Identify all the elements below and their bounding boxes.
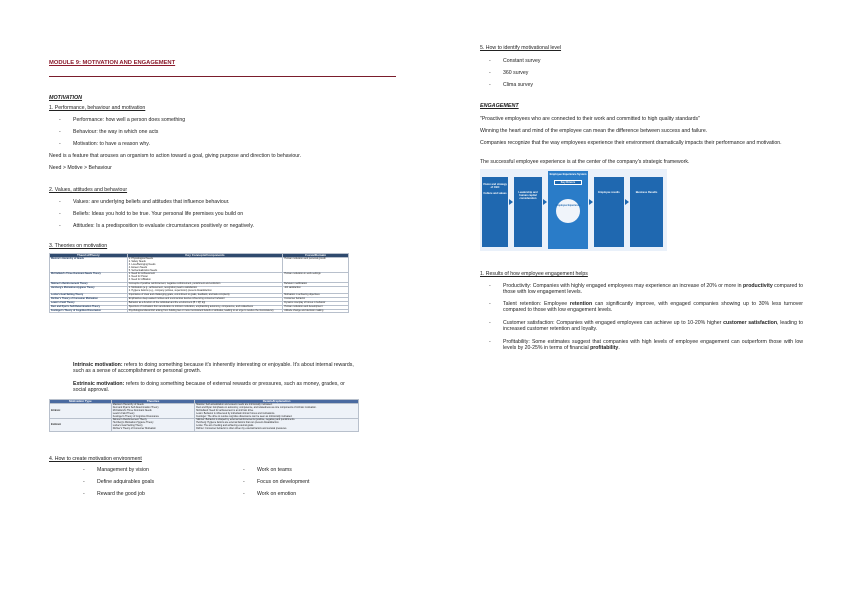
result-text: Customer satisfaction: Companies with engaged employees can achieve up to 10-20% higher — [503, 320, 724, 326]
arrow-icon — [543, 199, 547, 205]
diagram-box-employee-results: Employee results — [594, 177, 624, 247]
list-item: - Reward the good job — [97, 491, 145, 497]
table-cell: Behavior as a function of the individual and the environment (B = f(P, E)) — [127, 301, 282, 305]
theories-table — [49, 253, 349, 313]
intrinsic-label: Intrinsic motivation: — [73, 362, 123, 368]
table-cell: McClelland's Three Dominant Needs Theory — [50, 273, 128, 283]
table-cell: Lewin's Field Theory — [50, 301, 128, 305]
list-item: - Management by vision — [97, 467, 149, 473]
table-cell: Psychological discomfort arising from holding two or more inconsistent beliefs or attitudes, leading to an urge to resolve the inconsistency — [127, 309, 282, 313]
extrinsic-label: Extrinsic motivation: — [73, 381, 125, 387]
section-5-heading: 5. How to identify motivational level — [480, 45, 562, 51]
title-rule — [49, 76, 396, 77]
table-cell: Human motivation and development — [283, 305, 349, 309]
result-text: , leading to increased customer retention and loyalty. — [503, 320, 804, 333]
table-cell: Deci and Ryan's Self-Determination Theory — [50, 305, 128, 309]
section-4-heading: 4. How to create motivation environment — [49, 456, 142, 462]
table-header: Motivation Type — [50, 400, 112, 404]
engagement-paragraph: The successful employee experience is at the center of the company's strategic framework. — [480, 159, 690, 165]
arrow-icon — [625, 199, 629, 205]
table-cell: Spectrum of motivation from amotivation to intrinsic motivation, emphasizing autonomy, competence, and relatedness — [127, 305, 282, 309]
engagement-quote: "Proactive employees who are connected to their work and committed to high quality standards" — [480, 116, 700, 122]
table-row — [50, 257, 349, 273]
table-cell: Maslow: Self-actualization and esteem needs are intrinsically motivated. Deci and Ryan: Emphasis on autonomy, competence, and relatedness as core components of intrinsic motivation. McClelland: Need for achievement is an intrinsic drive. Lewin: Behavior is influenced by individual intrinsic forces and motivations. Festinger: The drive to resolve cognitive dissonance can be seen as intrinsically motivated. — [195, 403, 359, 419]
arrow-icon — [589, 199, 593, 205]
table-row — [50, 419, 359, 432]
table-cell: Maslow's Hierarchy of Needs Deci and Ryan's Self-Determination Theory McClelland's Three Dominant Needs Lewin's Field Theory Festinger's Theory of Cognitive Dissonance — [111, 403, 194, 419]
result-text: Talent retention: Employee — [503, 301, 570, 307]
diagram-experience-circle — [556, 199, 580, 223]
table-cell: 1. Physiological Needs 2. Safety Needs 3. Love/Belonging Needs 4. Esteem Needs 5. Self-actualization Needs — [127, 257, 282, 273]
diagram-box-vision: Vision and strategy of CEO Culture and values — [482, 177, 508, 247]
table-cell: Motivation in achieving objectives — [283, 293, 349, 297]
result-item — [503, 301, 803, 314]
table-cell: Festinger's Theory of Cognitive Dissonance — [50, 309, 128, 313]
table-row — [50, 403, 359, 419]
list-item: - Performance: how well a person does something — [73, 117, 185, 123]
extrinsic-text: refers to doing something because of external rewards or pressures, such as money, grades, or social approval. — [73, 381, 345, 394]
result-item — [503, 283, 803, 296]
table-cell: Skinner: Behavior is shaped by external reinforcements (positive, negative) and punishments. Herzberg: Hygiene factors are external factors that can prevent dissatisfaction. Locke: The act of setting and achieving external goals. Dichter: Consumer behavior is often driven by external factors and societal pressures. — [195, 419, 359, 432]
results-heading: 1. Results of how employee engagement helps — [480, 271, 588, 277]
table-cell: Concepts of positive reinforcement, negative reinforcement, punishment and extinction — [127, 283, 282, 287]
diagram-key-drivers: Key Drivers — [554, 180, 582, 185]
table-cell: Importance of clear and challenging goals, commitment to goals, feedback, and task complexity — [127, 293, 282, 297]
diagram-box-leadership: Leadership and human capital consideration — [514, 177, 542, 247]
section-1-heading: 1. Performance, behaviour and motivation — [49, 105, 146, 111]
motivation-heading: MOTIVATION — [49, 95, 83, 101]
list-item: - Behaviour: the way in which one acts — [73, 129, 158, 135]
table-header: Theorist/Theory — [50, 254, 128, 258]
result-text: Profitability: Some estimates suggest that companies with high levels of employee engagement can outperform those with low levels by 20-25% in terms of financial — [503, 339, 803, 352]
engagement-paragraph: Winning the heart and mind of the employee can mean the difference between success and failure. — [480, 128, 708, 134]
result-text: . — [618, 345, 620, 352]
table-cell: Dynamic interplay of forces in behavior — [283, 301, 349, 305]
result-keyword: retention — [569, 301, 593, 307]
table-cell: 1. Need for Achievement 2. Need for Power 3. Need for Affiliation — [127, 273, 282, 283]
result-keyword: productivity — [743, 283, 773, 289]
list-item: - Work on emotion — [257, 491, 296, 497]
table-header: Key Concepts/Components — [127, 254, 282, 258]
engagement-heading: ENGAGEMENT — [480, 103, 519, 109]
table-row — [50, 309, 349, 313]
result-keyword: profitability — [590, 345, 619, 352]
table-cell: Herzberg's Motivation-Hygiene Theory — [50, 287, 128, 294]
list-item: - Beliefs: Ideas you hold to be true. Your personal life premises you build on — [73, 211, 243, 217]
table-cell: Locke's Goal Setting Theory — [50, 293, 128, 297]
diagram-experience-system-label: Employee Experience System — [549, 173, 587, 176]
result-item — [503, 320, 803, 333]
diagram-experience-label: Employee Experience — [555, 204, 581, 207]
engagement-framework-diagram — [480, 169, 667, 251]
table-cell: Extrinsic — [50, 419, 112, 432]
result-text: can significantly improve, with engaged companies showing up to 30% less turnover compared to those with low engagement levels. — [503, 301, 803, 314]
list-item: - 360 survey — [503, 70, 528, 76]
table-cell: Attitude change and decision making — [283, 309, 349, 313]
need-definition: Need is a feature that arouses an organism to action toward a goal, giving purpose and direction to behaviour. — [49, 153, 302, 159]
table-cell: Intrinsic — [50, 403, 112, 419]
result-text: compared to those with low engagement levels. — [503, 283, 803, 296]
result-keyword: customer satisfaction — [723, 320, 778, 326]
module-title: MODULE 9: MOTIVATION AND ENGAGEMENT — [49, 60, 176, 66]
table-cell: Human motivation in work settings — [283, 273, 349, 283]
table-cell: Job satisfaction — [283, 287, 349, 294]
table-cell: Consumer behavior — [283, 297, 349, 301]
list-item: - Motivation: to have a reason why. — [73, 141, 150, 147]
need-formula: Need > Motive > Behaviour — [49, 165, 112, 171]
table-header: Focus/Domain — [283, 254, 349, 258]
table-header: Details/Explanation — [195, 400, 359, 404]
result-item — [503, 339, 803, 352]
list-item: - Constant survey — [503, 58, 540, 64]
section-3-heading: 3. Theories on motivation — [49, 243, 108, 249]
table-cell: Human motivation and personal growth — [283, 257, 349, 273]
table-cell: Emphasizes deep-seated motives and unconscious desires influencing consumer behavior — [127, 297, 282, 301]
list-item: - Work on teams — [257, 467, 292, 473]
intrinsic-definition — [73, 362, 356, 375]
table-cell: Skinner's Reinforcement Theory — [50, 283, 128, 287]
list-item: - Focus on development — [257, 479, 309, 485]
list-item: - Values: are underlying beliefs and attitudes that influence behaviour. — [73, 199, 230, 205]
table-cell: Dichter's Theory of Consumer Motivation — [50, 297, 128, 301]
list-item: - Attitudes: Is a predisposition to evaluate circumstances positively or negatively. — [73, 223, 254, 229]
table-header: Theories — [111, 400, 194, 404]
table-cell: Behavior modification — [283, 283, 349, 287]
result-text: Productivity: Companies with highly engaged employees may experience an increase of 20% or more in — [503, 283, 744, 289]
table-cell: Maslow's Hierarchy of Needs — [50, 257, 128, 273]
list-item: - Clima survey — [503, 82, 533, 88]
diagram-box-experience-system — [548, 171, 588, 249]
engagement-paragraph: Companies recognize that the way employees experience their environment dramatically impacts their performance and motivation. — [480, 140, 782, 146]
section-2-heading: 2. Values, attitudes and behaviour — [49, 187, 128, 193]
arrow-icon — [509, 199, 513, 205]
table-cell: Skinner's Reinforcement Theory Herzberg's Motivation-Hygiene Theory Locke's Goal Setting Theory Dichter's Theory of Consumer Motivation — [111, 419, 194, 432]
table-cell: 1. Motivators (e.g., achievement, recognition) lead to satisfaction 2. Hygiene factors (e.g., company policies, supervision) prevent dissatisfaction — [127, 287, 282, 294]
list-item: - Define adquirables goals — [97, 479, 154, 485]
motivation-type-table — [49, 399, 359, 432]
extrinsic-definition — [73, 381, 356, 394]
diagram-box-business-results: Business Results — [630, 177, 663, 247]
intrinsic-text: refers to doing something because it's inherently interesting or enjoyable. It's about internal rewards, such as a sense of accomplishment or personal growth. — [73, 362, 354, 375]
